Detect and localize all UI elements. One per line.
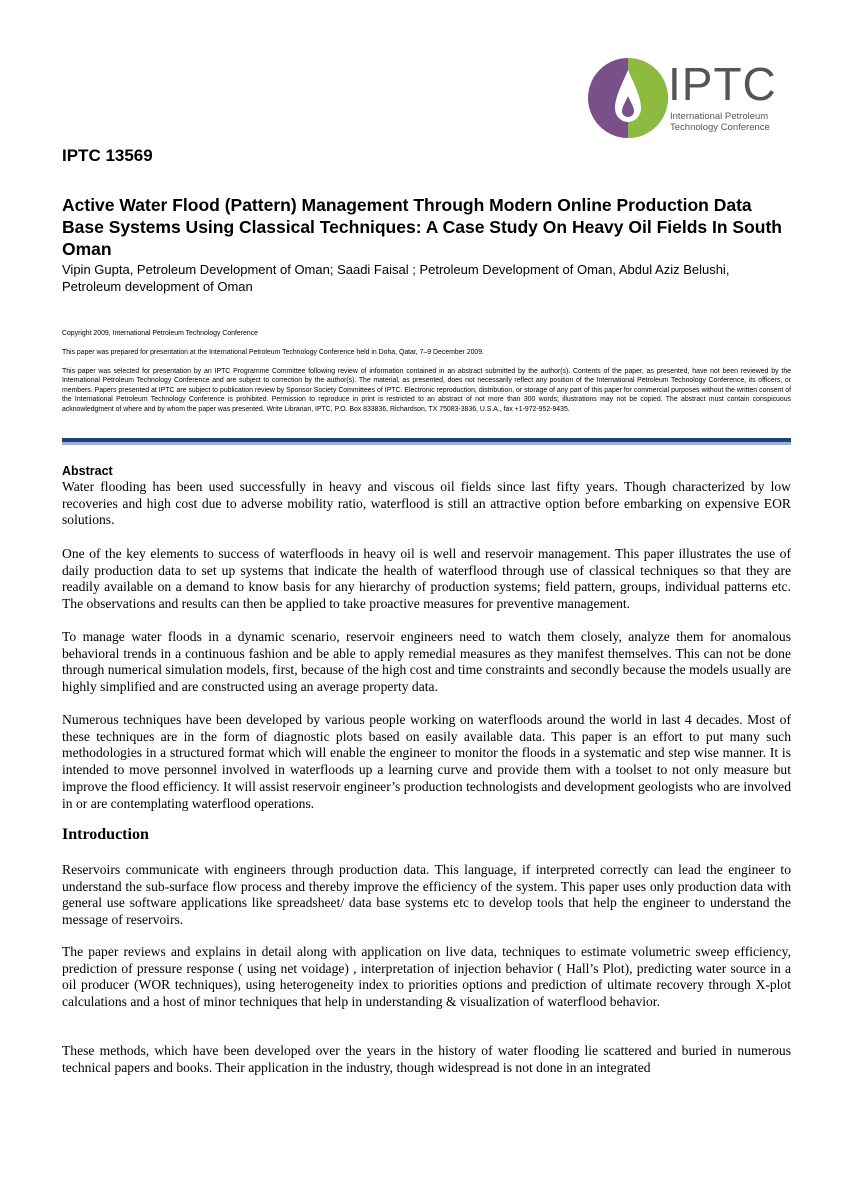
author-list: Vipin Gupta, Petroleum Development of Oman; Saadi Faisal ; Petroleum Development of Oman, Abdul Aziz Belushi, Petroleum development of Oman [62, 262, 730, 294]
abstract-paragraph: Numerous techniques have been developed by various people working on waterfloods around the world in last 4 decades. Most of these techniques are in the form of diagnostic plots based on easily available data. This paper is an effort to put many such methodologies in a structured format which will enable the engineer to monitor the floods in a systematic and step wise manner. It is intended to move personnel involved in waterfloods up a learning curve and provide them with a toolset to not only measure but improve the flood efficiency. It will assist reservoir engineer’s production technologists and development geologists who are involved in or are contemplating waterflood operations. [62, 712, 791, 811]
abstract-paragraph: One of the key elements to success of waterfloods in heavy oil is well and reservoir management. This paper illustrates the use of daily production data to set up systems that indicate the health of waterflood through use of classical techniques so that they are readily available on a demand to know basis for any hierarchy of production systems; field pattern, groups, individual patterns etc. The observations and results can then be applied to take proactive measures for preventive management. [62, 546, 791, 612]
introduction-paragraph: Reservoirs communicate with engineers through production data. This language, if interpreted correctly can lead the engineer to understand the sub-surface flow process and thereby improve the efficiency of the system. This paper uses only production data with general use software applications like spreadsheet/ data base systems etc to develop tools that help the engineer to understand the message of reservoirs. [62, 862, 791, 928]
presentation-notice: This paper was prepared for presentation at the International Petroleum Technology Conference held in Doha, Qatar, 7–9 December 2009. [62, 349, 484, 356]
iptc-droplet-icon [588, 56, 668, 140]
paper-number: IPTC 13569 [62, 146, 153, 165]
divider-light-band [62, 442, 791, 445]
abstract-paragraph: Water flooding has been used successfully in heavy and viscous oil fields since last fifty years. Though characterized by low recoveries and high cost due to adverse mobility ratio, waterflood is still an attractive option before embarking on expensive EOR solutions. [62, 479, 791, 528]
abstract-paragraph: To manage water floods in a dynamic scenario, reservoir engineers need to watch them closely, analyze them for anomalous behavioral trends in a continuous fashion and be able to apply remedial measures as they manifest themselves. This can not be done through numerical simulation models, first, because of the high cost and time constraints and secondly because the models usually are highly simplified and are constructed using an average property data. [62, 629, 791, 695]
copyright-notice: Copyright 2009, International Petroleum Technology Conference [62, 330, 258, 337]
logo-wordmark: IPTC [668, 58, 777, 110]
logo-subtitle-line1: International Petroleum [670, 111, 769, 122]
header-divider [62, 438, 791, 445]
paper-title: Active Water Flood (Pattern) Management Through Modern Online Production Data Base Systems Using Classical Techniques: A Case Study On Heavy Oil Fields In South Oman [62, 195, 782, 259]
logo-subtitle [670, 111, 770, 133]
review-notice: This paper was selected for presentation by an IPTC Programme Committee following review of information contained in an abstract submitted by the author(s). Contents of the paper, as presented, have not been reviewed by the International Petroleum Technology Conference and are subject to correction by the author(s). The material, as presented, does not necessarily reflect any position of the International Petroleum Technology Conference, its officers, or members. Papers presented at IPTC are subject to publication review by Sponsor Society Committees of IPTC. Electronic reproduction, distribution, or storage of any part of this paper for commercial purposes without the written consent of the International Petroleum Technology Conference is prohibited. Permission to reproduce in print is restricted to an abstract of not more than 300 words; illustrations may not be copied. The abstract must contain conspicuous acknowledgment of where and by whom the paper was presented. Write Librarian, IPTC, P.O. Box 833836, Richardson, TX 75083-3836, U.S.A., fax +1-972-952-9435. [62, 368, 791, 413]
abstract-heading: Abstract [62, 464, 113, 478]
introduction-paragraph: The paper reviews and explains in detail along with application on live data, techniques to estimate volumetric sweep efficiency, prediction of pressure response ( using net voidage) , interpretation of injection behavior ( Hall’s Plot), predicting water source in a oil producer (WOR techniques), using heterogeneity index to priorities options and prediction of ultimate recovery through X-plot calculations and a host of minor techniques that help in understanding & visualization of waterflood behavior. [62, 944, 791, 1010]
introduction-paragraph: These methods, which have been developed over the years in the history of water flooding lie scattered and buried in numerous technical papers and books. Their application in the industry, though widespread is not done in an integrated [62, 1043, 791, 1075]
logo-subtitle-line2: Technology Conference [670, 122, 770, 133]
introduction-heading: Introduction [62, 826, 149, 843]
iptc-logo [588, 56, 793, 140]
